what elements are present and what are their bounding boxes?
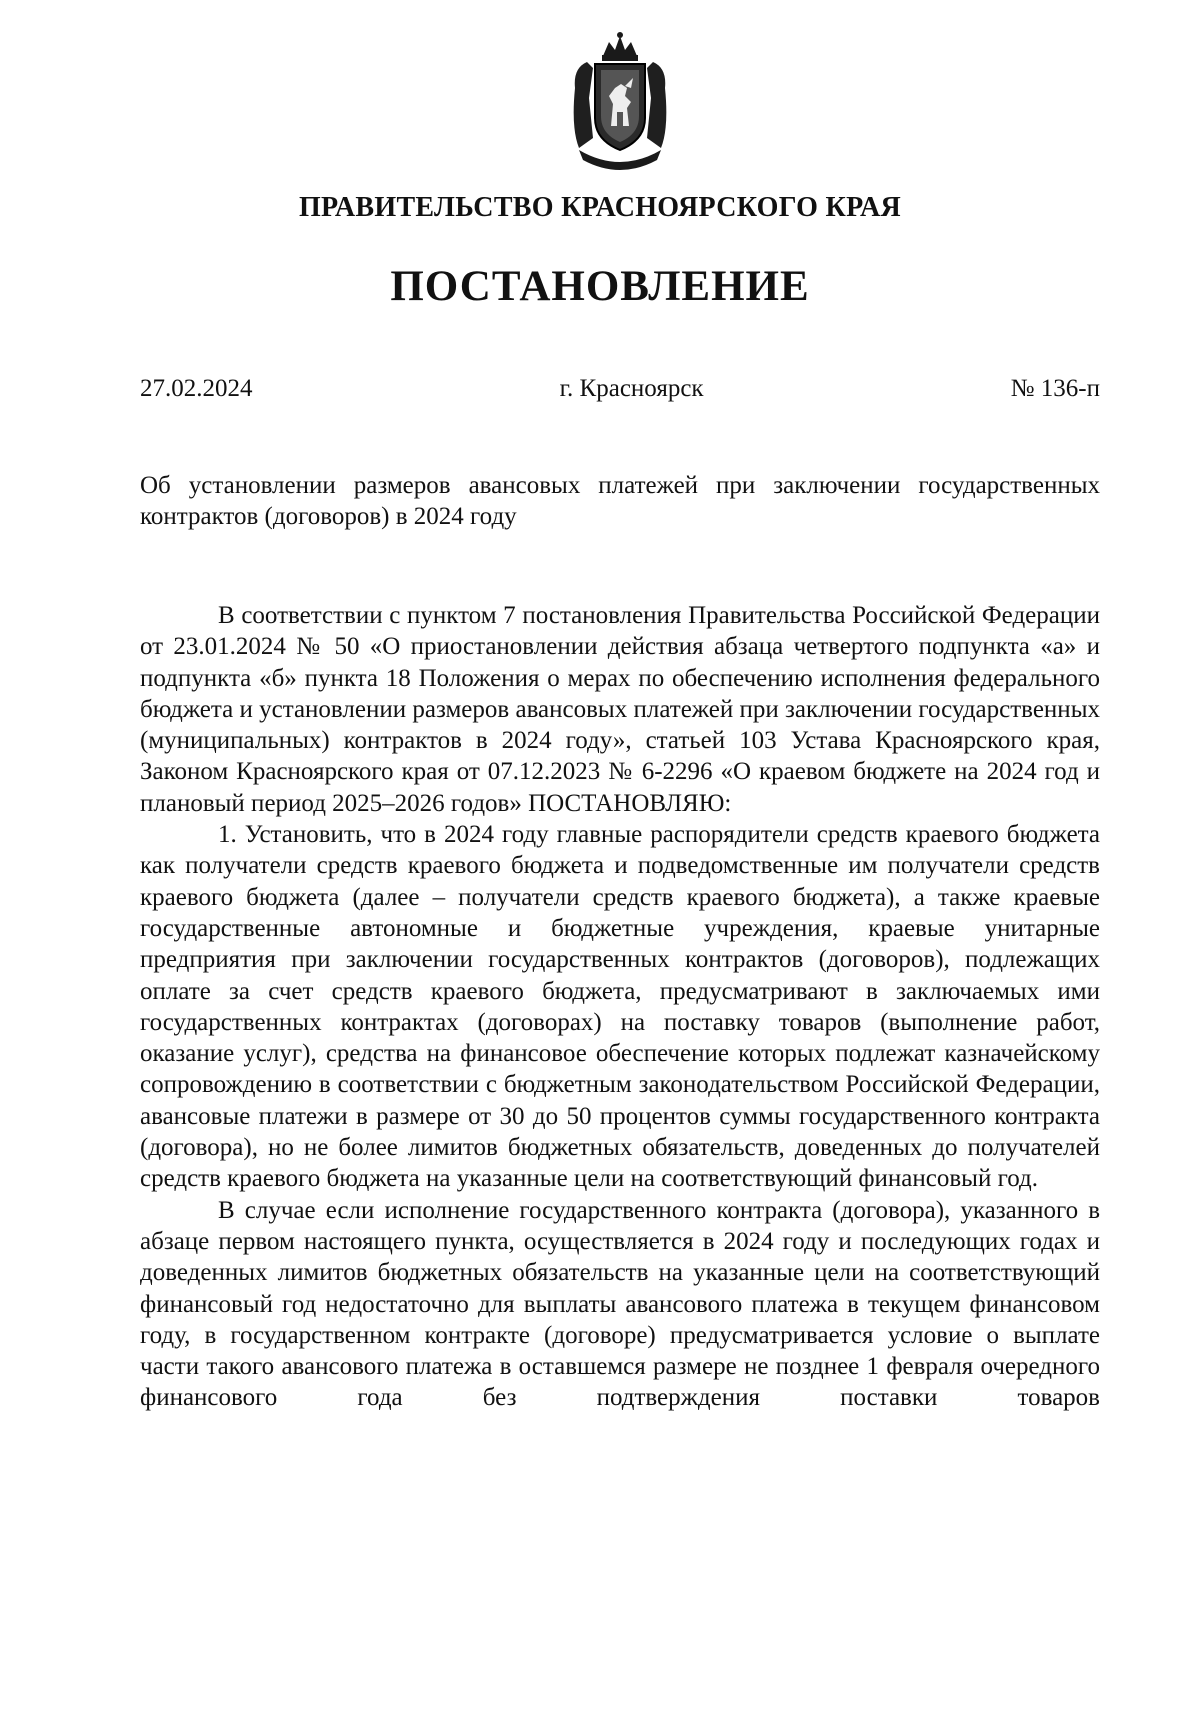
document-meta-row xyxy=(140,375,1100,403)
document-number: № 136-п xyxy=(1010,375,1100,402)
document-date: 27.02.2024 xyxy=(140,375,253,402)
organization-title: ПРАВИТЕЛЬСТВО КРАСНОЯРСКОГО КРАЯ xyxy=(298,192,902,223)
paragraph-preamble: В соответствии с пунктом 7 постановления Правительства Российской Федерации от 23.01.2024 № 50 «О приостановлении действия абзаца четвертого подпункта «а» и подпункта «б» пункта 18 Положения о мерах по обеспечению исполнения федерального бюджета и установлении размеров авансовых платежей при заключении государственных (муниципальных) контрактов в 2024 году», статьей 103 Устава Красноярского края, Законом Красноярского края от 07.12.2023 № 6-2296 «О краевом бюджете на 2024 год и плановый период 2025–2026 годов» ПОСТАНОВЛЯЮ: xyxy=(140,602,1100,817)
document-type-title: ПОСТАНОВЛЕНИЕ xyxy=(390,263,810,310)
document-body xyxy=(140,600,1100,1414)
document-subject: Об установлении размеров авансовых платежей при заключении государственных контрактов (договоров) в 2024 году xyxy=(140,472,1100,530)
paragraph-item-1-continuation: В случае если исполнение государственного контракта (договора), указанного в абзаце первом настоящего пункта, осуществляется в 2024 году и последующих годах и доведенных лимитов бюджетных обязательств на указанные цели на соответствующий финансовый год недостаточно для выплаты авансового платежа в текущем финансовом году, в государственном контракте (договоре) предусматривается условие о выплате части такого авансового платежа в оставшемся размере не позднее 1 февраля очередного финансового года без подтверждения поставки товаров xyxy=(140,1196,1100,1412)
coat-of-arms-emblem xyxy=(565,28,675,178)
paragraph-item-1: 1. Установить, что в 2024 году главные распорядители средств краевого бюджета как получатели средств краевого бюджета и подведомственные им получатели средств краевого бюджета (далее – получатели средств краевого бюджета), а также краевые государственные автономные и бюджетные учреждения, краевые унитарные предприятия при заключении государственных контрактов (договоров), подлежащих оплате за счет средств краевого бюджета, предусматривают в заключаемых ими государственных контрактах (договорах) на поставку товаров (выполнение работ, оказание услуг), средства на финансовое обеспечение которых подлежат казначейскому сопровождению в соответствии с бюджетным законодательством Российской Федерации, авансовые платежи в размере от 30 до 50 процентов суммы государственного контракта (договора), но не более лимитов бюджетных обязательств, доведенных до получателей средств краевого бюджета на указанные цели на соответствующий финансовый год. xyxy=(140,821,1100,1193)
document-city: г. Красноярск xyxy=(559,375,704,402)
